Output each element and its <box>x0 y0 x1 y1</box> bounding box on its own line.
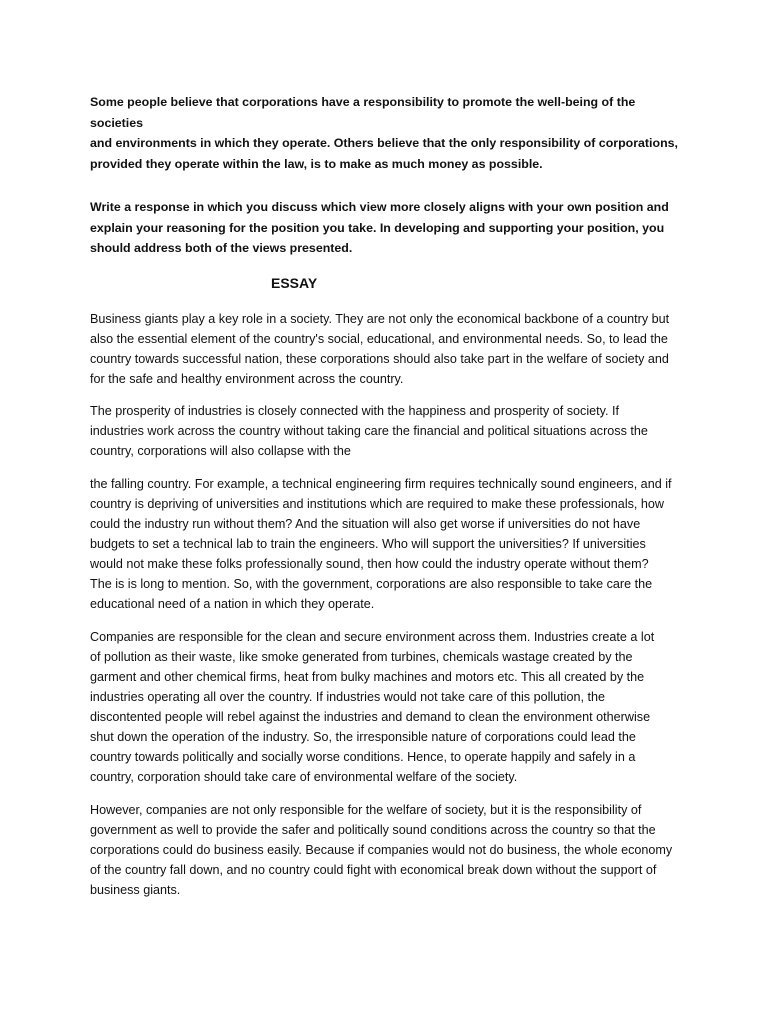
essay-paragraph-1: Business giants play a key role in a society. They are not only the economical backbone of a country but also the essential element of the country's social, educational, and environmental needs. So, to lead the country towards successful nation, these corporations should also take part in the welfare of society and for the safe and healthy environment across the country. <box>90 312 670 386</box>
essay-paragraph-5: However, companies are not only responsible for the welfare of society, but it is the responsibility of government as well to provide the safer and politically sound conditions across the country so that the corporations could do business easily. Because if companies would not do business, the whole economy of the country fall down, and no country could fight with economical break down without the support of business giants. <box>90 803 673 897</box>
essay-paragraph-4: Companies are responsible for the clean and secure environment across them. Industries create a lot of pollution as their waste, like smoke generated from turbines, chemicals wastage created by the garment and other chemical firms, heat from bulky machines and motors etc. This all created by the industries operating all over the country. If industries would not take care of this pollution, the discontented people will rebel against the industries and demand to clean the environment otherwise shut down the operation of the industry. So, the irresponsible nature of corporations could lead the country towards politically and socially worse conditions. Hence, to operate happily and safely in a country, corporation should take care of environmental welfare of the society. <box>90 630 655 784</box>
prompt-paragraph-1: Some people believe that corporations have a responsibility to promote the well-being of the societies and environments in which they operate. Others believe that the only responsibility of corporations, provided they operate within the law, is to make as much money as possible. <box>90 95 678 171</box>
prompt-paragraph-2: Write a response in which you discuss which view more closely aligns with your own position and explain your reasoning for the position you take. In developing and supporting your position, you should address both of the views presented. <box>90 200 669 255</box>
essay-title: ESSAY <box>271 275 318 291</box>
essay-paragraph-2: The prosperity of industries is closely connected with the happiness and prosperity of society. If industries work across the country without taking care the financial and political situations across the country, corporations will also collapse with the <box>90 404 648 458</box>
essay-paragraph-3: the falling country. For example, a technical engineering firm requires technically sound engineers, and if country is depriving of universities and institutions which are required to make these professionals, how could the industry run without them? And the situation will also get worse if universities do not have budgets to set a technical lab to train the engineers. Who will support the universities? If universities would not make these folks professionally sound, then how could the industry operate without them? The is is long to mention. So, with the government, corporations are also responsible to take care the educational need of a nation in which they operate. <box>90 477 672 611</box>
